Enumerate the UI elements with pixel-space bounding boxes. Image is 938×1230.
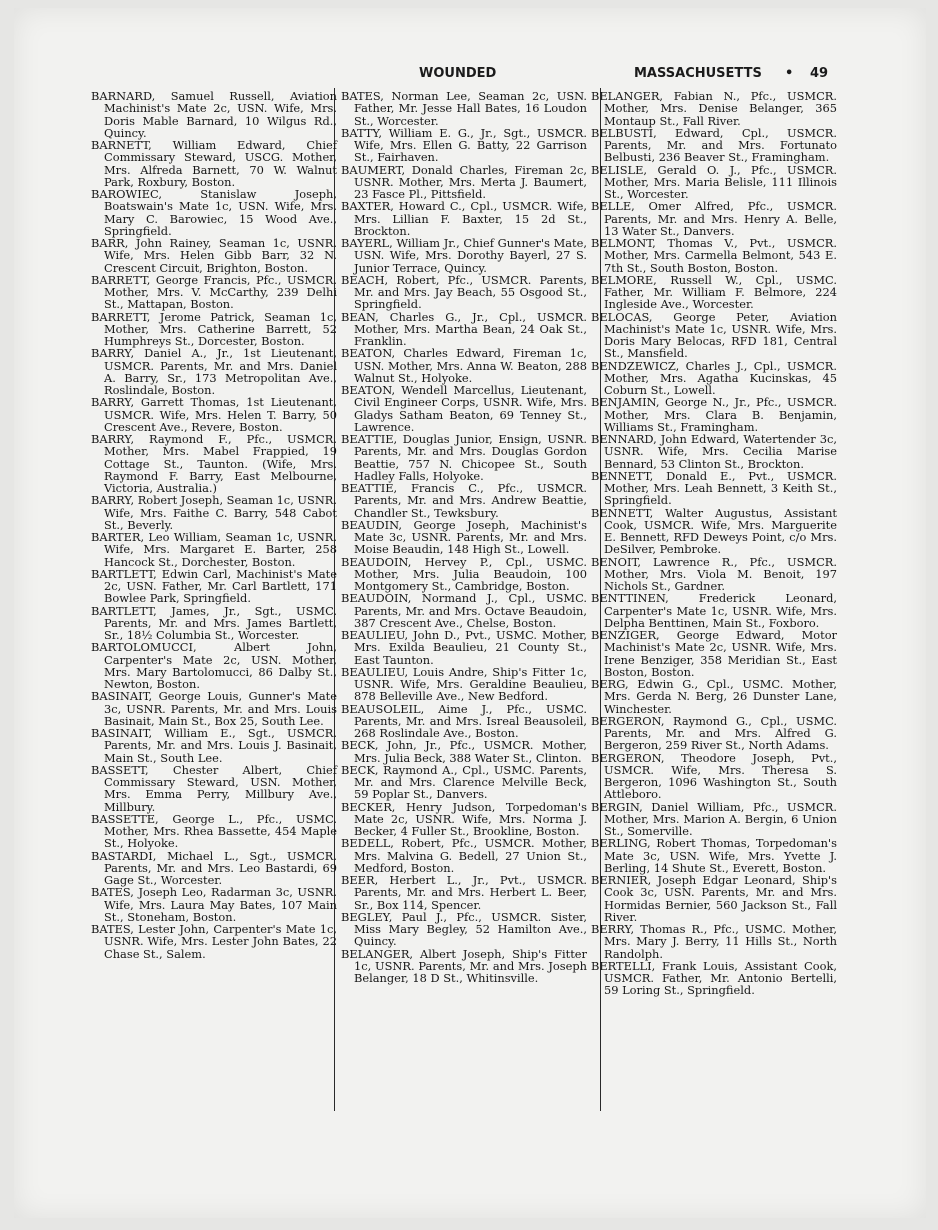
casualty-entry: BEAUDOIN, Hervey P., Cpl., USMC. Mother, Mrs. Julia Beaudoin, 100 Montgomery St., Cambridge, Boston. (341, 554, 587, 593)
header-bullet: • (785, 66, 794, 81)
casualty-entry: BAYERL, William Jr., Chief Gunner's Mate, USN. Wife, Mrs. Dorothy Bayerl, 27 S. Junior Terrace, Quincy. (341, 236, 587, 275)
page-number: 49 (810, 66, 829, 81)
casualty-entry: BELANGER, Fabian N., Pfc., USMCR. Mother, Mrs. Denise Belanger, 365 Montaup St., Fall River. (591, 89, 837, 128)
casualty-entry: BATES, Joseph Leo, Radarman 3c, USNR. Wife, Mrs. Laura May Bates, 107 Main St., Stoneham, Boston. (91, 885, 337, 924)
casualty-entry: BELMORE, Russell W., Cpl., USMC. Father, Mr. William F. Belmore, 224 Ingleside Ave., Worcester. (591, 272, 837, 312)
casualty-entry: BEAUDIN, George Joseph, Machinist's Mate 3c, USNR. Parents, Mr. and Mrs. Moise Beaudin, 148 High St., Lowell. (341, 517, 587, 557)
casualty-entry: BERRY, Thomas R., Pfc., USMC. Mother, Mrs. Mary J. Berry, 11 Hills St., North Randolph. (591, 922, 837, 961)
casualty-entry: BASINAIT, George Louis, Gunner's Mate 3c, USNR. Parents, Mr. and Mrs. Louis Basinait, Main St., Box 25, South Lee. (91, 689, 337, 728)
casualty-entry: BELBUSTI, Edward, Cpl., USMCR. Parents, Mr. and Mrs. Fortunato Belbusti, 236 Beaver St., Framingham. (591, 125, 837, 165)
column-3 (591, 90, 837, 997)
casualty-entry: BASSETT, Chester Albert, Chief Commissary Steward, USN. Mother, Mrs. Emma Perry, Millbury Ave., Millbury. (91, 762, 337, 814)
casualty-entry: BERG, Edwin G., Cpl., USMC. Mother, Mrs. Gerda N. Berg, 26 Dunster Lane, Winchester. (591, 677, 837, 716)
casualty-entry: BARRY, Daniel A., Jr., 1st Lieutenant, USMCR. Parents, Mr. and Mrs. Daniel A. Barry, Sr., 173 Metropolitan Ave., Roslindale, Boston. (91, 346, 337, 397)
casualty-entry: BEATTIE, Francis C., Pfc., USMCR. Parents, Mr. and Mrs. Andrew Beattie, Chandler St., Tewksbury. (341, 481, 587, 520)
casualty-entry: BAROWIEC, Stanislaw Joseph, Boatswain's Mate 1c, USN. Wife, Mrs. Mary C. Barowiec, 15 Wood Ave., Springfield. (91, 187, 337, 238)
casualty-entry: BASSETTE, George L., Pfc., USMC. Mother, Mrs. Rhea Bassette, 454 Maple St., Holyoke. (91, 811, 337, 851)
casualty-entry: BERGERON, Raymond G., Cpl., USMC. Parents, Mr. and Mrs. Alfred G. Bergeron, 259 River St., North Adams. (591, 713, 837, 753)
casualty-entry: BARRETT, George Francis, Pfc., USMCR. Mother, Mrs. V. McCarthy, 239 Delhi St., Mattapan, Boston. (91, 272, 337, 312)
casualty-entry: BELISLE, Gerald O. J., Pfc., USMCR. Mother, Mrs. Maria Belisle, 111 Illinois St., Worcester. (591, 162, 837, 201)
casualty-entry: BEGLEY, Paul J., Pfc., USMCR. Sister, Miss Mary Begley, 52 Hamilton Ave., Quincy. (341, 909, 587, 949)
casualty-entry: BARTOLOMUCCI, Albert John, Carpenter's Mate 2c, USN. Mother, Mrs. Mary Bartolomucci, 86 Dalby St., Newton, Boston. (91, 640, 337, 691)
casualty-entry: BARRY, Raymond F., Pfc., USMCR. Mother, Mrs. Mabel Frappied, 19 Cottage St., Taunton. (Wife, Mrs. Raymond F. Barry, East Melbourne, Victoria, Australia.) (91, 432, 337, 495)
casualty-entry: BEAULIEU, John D., Pvt., USMC. Mother, Mrs. Exilda Beaulieu, 21 County St., East Taunton. (341, 628, 587, 667)
casualty-entry: BEATON, Charles Edward, Fireman 1c, USN. Mother, Mrs. Anna W. Beaton, 288 Walnut St., Holyoke. (341, 346, 587, 385)
casualty-entry: BEATTIE, Douglas Junior, Ensign, USNR. Parents, Mr. and Mrs. Douglas Gordon Beattie, 757 N. Chicopee St., South Hadley Falls, Holyoke. (341, 432, 587, 483)
casualty-entry: BATES, Norman Lee, Seaman 2c, USN. Father, Mr. Jesse Hall Bates, 16 Loudon St., Worcester. (341, 89, 587, 128)
casualty-entry: BENTTINEN, Frederick Leonard, Carpenter's Mate 1c, USNR. Wife, Mrs. Delpha Benttinen, Main St., Foxboro. (591, 591, 837, 630)
casualty-entry: BEER, Herbert L., Jr., Pvt., USMCR. Parents, Mr. and Mrs. Herbert L. Beer, Sr., Box 114, Spencer. (341, 873, 587, 912)
casualty-entry: BATES, Lester John, Carpenter's Mate 1c, USNR. Wife, Mrs. Lester John Bates, 22 Chase St., Salem. (91, 922, 337, 961)
casualty-entry: BASINAIT, William E., Sgt., USMCR. Parents, Mr. and Mrs. Louis J. Basinait, Main St., South Lee. (91, 726, 337, 765)
casualty-entry: BAXTER, Howard C., Cpl., USMCR. Wife, Mrs. Lillian F. Baxter, 15 2d St., Brockton. (341, 199, 587, 238)
casualty-entry: BARTLETT, Edwin Carl, Machinist's Mate 2c, USN. Father, Mr. Carl Bartlett, 171 Bowlee Park, Springfield. (91, 566, 337, 606)
column-1 (91, 90, 337, 960)
casualty-entry: BELLE, Omer Alfred, Pfc., USMCR. Parents, Mr. and Mrs. Henry A. Belle, 13 Water St., Danvers. (591, 199, 837, 238)
casualty-entry: BELANGER, Albert Joseph, Ship's Fitter 1c, USNR. Parents, Mr. and Mrs. Joseph Belanger, 18 D St., Whitinsville. (341, 946, 587, 985)
casualty-entry: BEAULIEU, Louis Andre, Ship's Fitter 1c, USNR. Wife, Mrs. Geraldine Beaulieu, 878 Belleville Ave., New Bedford. (341, 664, 587, 704)
casualty-entry: BARNARD, Samuel Russell, Aviation Machinist's Mate 2c, USN. Wife, Mrs. Doris Mable Barnard, 10 Wilgus Rd., Quincy. (91, 89, 337, 140)
casualty-entry: BARNETT, William Edward, Chief Commissary Steward, USCG. Mother, Mrs. Alfreda Barnett, 70 W. Walnut Park, Roxbury, Boston. (91, 138, 337, 189)
casualty-entry: BARR, John Rainey, Seaman 1c, USNR. Wife, Mrs. Helen Gibb Barr, 32 N. Crescent Circuit, Brighton, Boston. (91, 236, 337, 275)
casualty-entry: BERGERON, Theodore Joseph, Pvt., USMCR. Wife, Mrs. Theresa S. Bergeron, 1096 Washington St., South Attleboro. (591, 750, 837, 802)
casualty-entry: BAUMERT, Donald Charles, Fireman 2c, USNR. Mother, Mrs. Merta J. Baumert, 23 Fasce Pl., Pittsfield. (341, 162, 587, 201)
casualty-entry: BATTY, William E. G., Jr., Sgt., USMCR. Wife, Mrs. Ellen G. Batty, 22 Garrison St., Fairhaven. (341, 125, 587, 165)
state-title: MASSACHUSETTS (634, 66, 762, 81)
section-title: WOUNDED (419, 66, 497, 81)
casualty-entry: BENNARD, John Edward, Watertender 3c, USNR. Wife, Mrs. Cecilia Marise Bennard, 53 Clinton St., Brockton. (591, 432, 837, 471)
casualty-entry: BERGIN, Daniel William, Pfc., USMCR. Mother, Mrs. Marion A. Bergin, 6 Union St., Somerville. (591, 799, 837, 838)
casualty-entry: BARTLETT, James, Jr., Sgt., USMC. Parents, Mr. and Mrs. James Bartlett, Sr., 18½ Columbia St., Worcester. (91, 603, 337, 642)
casualty-entry: BEATON, Wendell Marcellus, Lieutenant, Civil Engineer Corps, USNR. Wife, Mrs. Gladys Satham Beaton, 69 Tenney St., Lawrence. (341, 383, 587, 434)
casualty-entry: BARRETT, Jerome Patrick, Seaman 1c, Mother, Mrs. Catherine Barrett, 52 Humphreys St., Dorcester, Boston. (91, 309, 337, 348)
casualty-entry: BENZIGER, George Edward, Motor Machinist's Mate 2c, USNR. Wife, Mrs. Irene Benziger, 358 Meridian St., East Boston, Boston. (591, 628, 837, 679)
casualty-entry: BENDZEWICZ, Charles J., Cpl., USMCR. Mother, Mrs. Agatha Kucinskas, 45 Coburn St., Lowell. (591, 358, 837, 397)
casualty-entry: BELMONT, Thomas V., Pvt., USMCR. Mother, Mrs. Carmella Belmont, 543 E. 7th St., South Boston, Boston. (591, 236, 837, 275)
casualty-entry: BECK, John, Jr., Pfc., USMCR. Mother, Mrs. Julia Beck, 388 Water St., Clinton. (341, 738, 587, 765)
casualty-entry: BELOCAS, George Peter, Aviation Machinist's Mate 1c, USNR. Wife, Mrs. Doris Mary Belocas, RFD 181, Central St., Mansfield. (591, 309, 837, 361)
casualty-entry: BEDELL, Robert, Pfc., USMCR. Mother, Mrs. Malvina G. Bedell, 27 Union St., Medford, Boston. (341, 836, 587, 875)
casualty-entry: BEAUDOIN, Normand J., Cpl., USMC. Parents, Mr. and Mrs. Octave Beaudoin, 387 Crescent Ave., Chelse, Boston. (341, 591, 587, 630)
casualty-entry: BECK, Raymond A., Cpl., USMC. Parents, Mr. and Mrs. Clarence Melville Beck, 59 Poplar St., Danvers. (341, 762, 587, 802)
column-2 (341, 90, 587, 984)
casualty-entry: BENNETT, Walter Augustus, Assistant Cook, USMCR. Wife, Mrs. Marguerite E. Bennett, RFD Deweys Point, c/o Mrs. DeSilver, Pembroke. (591, 505, 837, 557)
casualty-entry: BARRY, Robert Joseph, Seaman 1c, USNR. Wife, Mrs. Faithe C. Barry, 548 Cabot St., Beverly. (91, 493, 337, 532)
casualty-entry: BASTARDI, Michael L., Sgt., USMCR. Parents, Mr. and Mrs. Leo Bastardi, 69 Gage St., Worcester. (91, 848, 337, 887)
casualty-entry: BARTER, Leo William, Seaman 1c, USNR. Wife, Mrs. Margaret E. Barter, 258 Hancock St., Dorchester, Boston. (91, 530, 337, 569)
casualty-entry: BEAN, Charles G., Jr., Cpl., USMCR. Mother, Mrs. Martha Bean, 24 Oak St., Franklin. (341, 309, 587, 348)
casualty-entry: BENNETT, Donald E., Pvt., USMCR. Mother, Mrs. Leah Bennett, 3 Keith St., Springfield. (591, 468, 837, 508)
casualty-entry: BEAUSOLEIL, Aime J., Pfc., USMC. Parents, Mr. and Mrs. Isreal Beausoleil, 268 Roslindale Ave., Boston. (341, 701, 587, 740)
casualty-entry: BERTELLI, Frank Louis, Assistant Cook, USMCR. Father, Mr. Antonio Bertelli, 59 Loring St., Springfield. (591, 958, 837, 998)
casualty-entry: BARRY, Garrett Thomas, 1st Lieutenant, USMCR. Wife, Mrs. Helen T. Barry, 50 Crescent Ave., Revere, Boston. (91, 395, 337, 434)
page-header (14, 66, 926, 90)
casualty-entry: BERNIER, Joseph Edgar Leonard, Ship's Cook 3c, USN. Parents, Mr. and Mrs. Hormidas Bernier, 560 Jackson St., Fall River. (591, 873, 837, 924)
casualty-entry: BERLING, Robert Thomas, Torpedoman's Mate 3c, USN. Wife, Mrs. Yvette J. Berling, 14 Shute St., Everett, Boston. (591, 836, 837, 875)
casualty-entry: BECKER, Henry Judson, Torpedoman's Mate 2c, USNR. Wife, Mrs. Norma J. Becker, 4 Fuller St., Brookline, Boston. (341, 799, 587, 838)
casualty-entry: BENJAMIN, George N., Jr., Pfc., USMCR. Mother, Mrs. Clara B. Benjamin, Williams St., Framingham. (591, 395, 837, 434)
casualty-entry: BENOIT, Lawrence R., Pfc., USMCR. Mother, Mrs. Viola M. Benoit, 197 Nichols St., Gardner. (591, 554, 837, 593)
document-page (14, 8, 926, 1218)
casualty-entry: BEACH, Robert, Pfc., USMCR. Parents, Mr. and Mrs. Jay Beach, 55 Osgood St., Springfield. (341, 272, 587, 312)
